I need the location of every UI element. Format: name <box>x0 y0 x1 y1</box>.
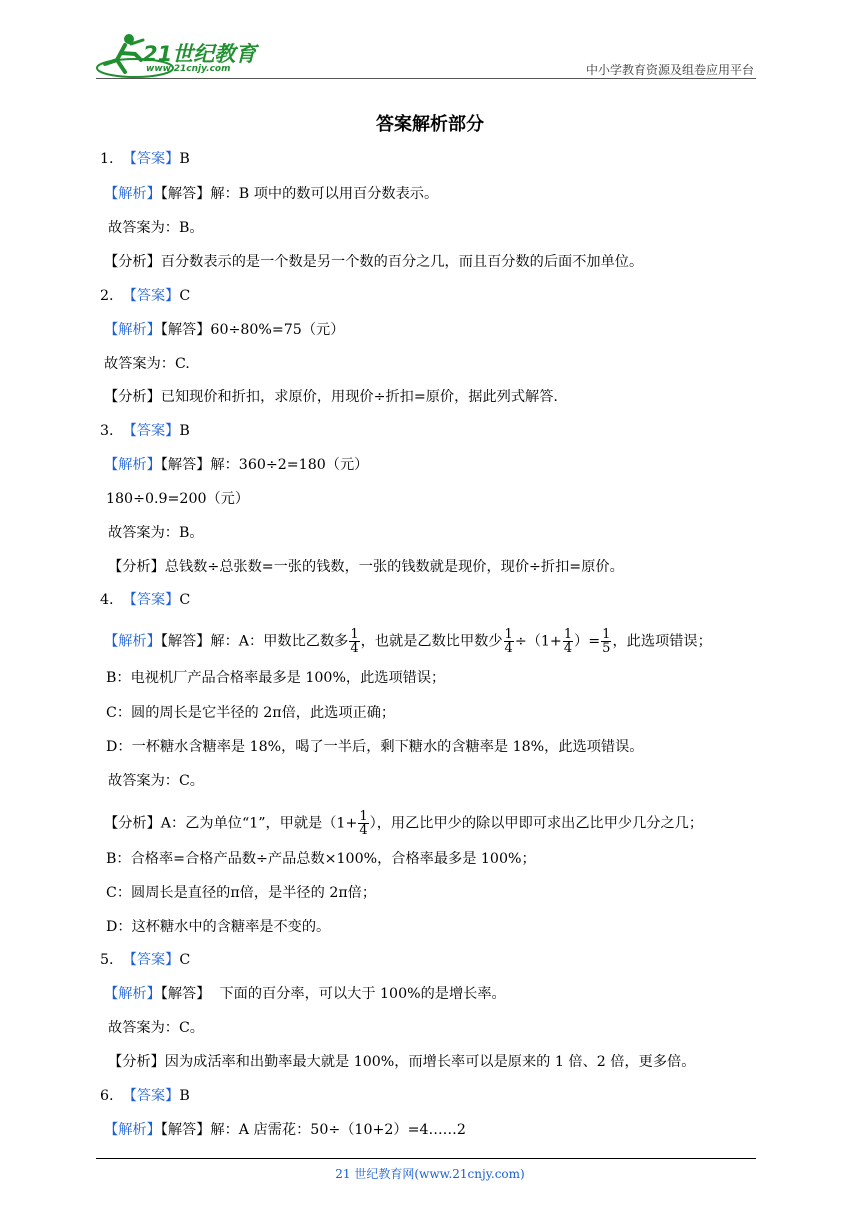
q3-fenxi-line <box>108 557 624 577</box>
q2-conclusion: 故答案为：C. <box>104 356 190 372</box>
analysis-tag: 【解析】 <box>104 1122 161 1138</box>
q3-answer: B <box>179 423 190 439</box>
q1-fenxi: 百分数表示的是一个数是另一个数的百分之几，而且百分数的后面不加单位。 <box>160 254 644 270</box>
q4-answer-line <box>100 590 190 610</box>
fenxi-tag: 【分析】 <box>108 1054 165 1070</box>
solve-tag: 【解答】 <box>160 633 211 650</box>
q4-fenxi-b: B：合格率=合格产品数÷产品总数×100%，合格率最多是 100%； <box>106 851 536 867</box>
solve-tag: 【解答】 <box>160 186 211 202</box>
fenxi-tag: 【分析】 <box>108 559 165 575</box>
q4-answer: C <box>179 592 191 608</box>
q1-fenxi-line <box>104 252 643 272</box>
fraction-1-5: $\frac{1}{5}$ <box>602 627 611 656</box>
q4-fenxi-d: D：这杯糖水中的含糖率是不变的。 <box>106 919 331 935</box>
q3-solution: 解：360÷2=180（元） <box>210 457 369 473</box>
q4-solution-a3: ÷（1+ <box>514 633 562 650</box>
q5-answer-line <box>100 950 190 970</box>
analysis-tag: 【解析】 <box>104 633 161 650</box>
brand-name: 21世纪教育 <box>143 42 257 66</box>
answer-tag: 【答案】 <box>122 288 180 304</box>
q5-number: 5. <box>100 952 114 968</box>
fraction-1-4: $\frac{1}{4}$ <box>359 809 368 838</box>
q5-conclusion: 故答案为：C。 <box>108 1020 204 1036</box>
q5-fenxi: 因为成活率和出勤率最大就是 100%，而增长率可以是原来的 1 倍、2 倍，更多倍。 <box>164 1054 696 1070</box>
analysis-tag: 【解析】 <box>104 457 161 473</box>
q3-answer-line <box>100 421 190 441</box>
solve-tag: 【解答】 <box>160 322 211 338</box>
q2-fenxi: 已知现价和折扣，求原价，用现价÷折扣=原价，据此列式解答. <box>160 389 558 405</box>
fenxi-tag: 【分析】 <box>104 815 161 832</box>
q4-option-c: C：圆的周长是它半径的 2π倍，此选项正确； <box>106 705 396 721</box>
fraction-1-4: $\frac{1}{4}$ <box>504 627 513 656</box>
q1-conclusion: 故答案为：B。 <box>108 220 204 236</box>
q2-solution-line <box>104 320 344 340</box>
q4-solution-a2: ，也就是乙数比甲数少 <box>360 633 503 650</box>
q3-number: 3. <box>100 423 114 439</box>
footer-link[interactable]: 21 世纪教育网(www.21cnjy.com) <box>335 1167 525 1181</box>
platform-name: 中小学教育资源及组卷应用平台 <box>585 63 754 77</box>
solve-tag: 【解答】 <box>160 986 211 1002</box>
q1-answer-line <box>100 149 190 169</box>
page-header <box>0 0 860 84</box>
answer-tag: 【答案】 <box>122 423 180 439</box>
answer-tag: 【答案】 <box>122 1088 180 1104</box>
q4-fenxi-a1: A：乙为单位“1”，甲就是（1+ <box>160 815 358 832</box>
q2-fenxi-line <box>104 387 558 407</box>
q2-answer: C <box>179 288 191 304</box>
solve-tag: 【解答】 <box>160 457 211 473</box>
q6-solution: 解：A 店需花：50÷（10+2）=4……2 <box>210 1122 466 1138</box>
q4-fenxi-line <box>104 810 703 837</box>
header-divider <box>96 78 756 79</box>
q3-step2: 180÷0.9=200（元） <box>106 491 250 507</box>
q1-number: 1. <box>100 151 114 167</box>
solve-tag: 【解答】 <box>160 1122 211 1138</box>
q5-solution-line <box>104 984 506 1004</box>
analysis-tag: 【解析】 <box>104 322 161 338</box>
page-title: 答案解析部分 <box>376 114 484 135</box>
q4-solution-a1: 解：A：甲数比乙数多 <box>210 633 349 650</box>
footer-divider <box>96 1158 756 1159</box>
analysis-tag: 【解析】 <box>104 986 161 1002</box>
q5-fenxi-line <box>108 1052 695 1072</box>
q3-solution-line <box>104 455 368 475</box>
q6-answer: B <box>179 1088 190 1104</box>
q1-answer: B <box>179 151 190 167</box>
q6-solution-line <box>104 1120 466 1140</box>
fraction-1-4: $\frac{1}{4}$ <box>563 627 573 656</box>
q4-fenxi-c: C：圆周长是直径的π倍，是半径的 2π倍； <box>106 885 377 901</box>
q4-option-b: B：电视机厂产品合格率最多是 100%，此选项错误； <box>106 670 446 686</box>
q3-conclusion: 故答案为：B。 <box>108 525 204 541</box>
fraction-1-4: $\frac{1}{4}$ <box>350 627 359 656</box>
q4-solution-a4: ）= <box>574 633 601 650</box>
q4-option-d: D：一杯糖水含糖率是 18%，喝了一半后，剩下糖水的含糖率是 18%，此选项错误。 <box>106 739 644 755</box>
q4-fenxi-a2: ），用乙比甲少的除以甲即可求出乙比甲少几分之几； <box>369 815 704 832</box>
q5-answer: C <box>179 952 191 968</box>
answer-tag: 【答案】 <box>122 952 180 968</box>
q6-answer-line <box>100 1086 190 1106</box>
q4-solution-a5: ，此选项错误； <box>612 633 712 650</box>
q1-solution-line <box>104 184 438 204</box>
fenxi-tag: 【分析】 <box>104 389 161 405</box>
q4-solution-line <box>104 628 712 655</box>
answer-tag: 【答案】 <box>122 592 180 608</box>
q6-number: 6. <box>100 1088 114 1104</box>
brand-url: www.21cnjy.com <box>146 64 231 74</box>
q1-solution: 解：B 项中的数可以用百分数表示。 <box>210 186 439 202</box>
q2-answer-line <box>100 286 190 306</box>
q3-fenxi: 总钱数÷总张数=一张的钱数，一张的钱数就是现价，现价÷折扣=原价。 <box>164 559 624 575</box>
q4-number: 4. <box>100 592 114 608</box>
q2-solution: 60÷80%=75（元） <box>210 322 345 338</box>
q5-solution: 下面的百分率，可以大于 100%的是增长率。 <box>214 986 506 1002</box>
fenxi-tag: 【分析】 <box>104 254 161 270</box>
q2-number: 2. <box>100 288 114 304</box>
analysis-tag: 【解析】 <box>104 186 161 202</box>
answer-tag: 【答案】 <box>122 151 180 167</box>
q4-conclusion: 故答案为：C。 <box>108 773 204 789</box>
